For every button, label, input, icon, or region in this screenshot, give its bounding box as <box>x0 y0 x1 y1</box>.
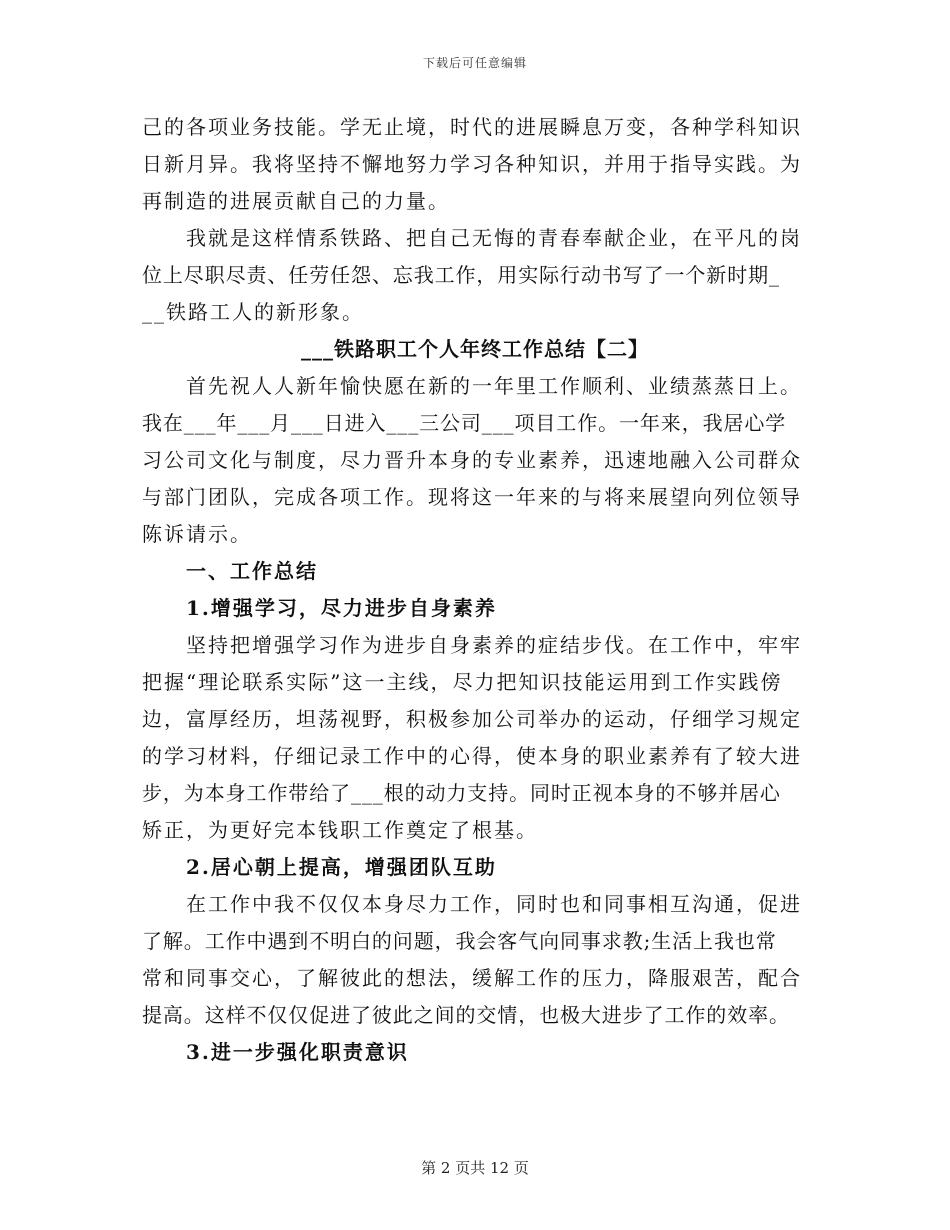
subheading-3: 3.进一步强化职责意识 <box>186 1040 409 1064</box>
paragraph-line: __铁路工人的新形象。 <box>142 300 364 324</box>
paragraph-line: 的学习材料，仔细记录工作中的心得，使本身的职业素养有了较大进 <box>142 744 802 768</box>
paragraph-line: 再制造的进展贡献自己的力量。 <box>142 189 450 213</box>
subheading-2: 2.居心朝上提高，增强团队互助 <box>186 855 497 879</box>
document-body <box>142 109 808 1071</box>
paragraph-line: 常和同事交心，了解彼此的想法，缓解工作的压力，降服艰苦，配合 <box>142 966 802 990</box>
paragraph-line: 了解。工作中遇到不明白的问题，我会客气向同事求教;生活上我也常 <box>142 929 777 953</box>
subheading-1: 1.增强学习，尽力进步自身素养 <box>186 596 497 620</box>
paragraph-line: 与部门团队，完成各项工作。现将这一年来的与将来展望向列位领导 <box>142 485 802 509</box>
paragraph-line: 习公司文化与制度，尽力晋升本身的专业素养，迅速地融入公司群众 <box>142 448 802 472</box>
paragraph-line: 我就是这样情系铁路、把自己无悔的青春奉献企业，在平凡的岗 <box>186 226 802 250</box>
paragraph-line: 首先祝人人新年愉快愿在新的一年里工作顺利、业绩蒸蒸日上。 <box>186 374 802 398</box>
paragraph-line: 步，为本身工作带给了___根的动力支持。同时正视本身的不够并居心 <box>142 781 781 805</box>
paragraph-line: 提高。这样不仅仅促进了彼此之间的交情，也极大进步了工作的效率。 <box>142 1003 790 1027</box>
paragraph-line: 日新月异。我将坚持不懈地努力学习各种知识，并用于指导实践。为 <box>142 152 802 176</box>
section-title: ___铁路职工个人年终工作总结【二】 <box>301 337 649 361</box>
paragraph-line: 坚持把增强学习作为进步自身素养的症结步伐。在工作中，牢牢 <box>186 633 802 657</box>
paragraph-line: 在工作中我不仅仅本身尽力工作，同时也和同事相互沟通，促进 <box>186 892 802 916</box>
paragraph-line: 边，富厚经历，坦荡视野，积极参加公司举办的运动，仔细学习规定 <box>142 707 802 731</box>
paragraph-line: 己的各项业务技能。学无止境，时代的进展瞬息万变，各种学科知识 <box>142 115 802 139</box>
paragraph-line: 我在___年___月___日进入___三公司___项目工作。一年来，我居心学 <box>142 411 787 435</box>
paragraph-line: 把握“理论联系实际”这一主线，尽力把知识技能运用到工作实践傍 <box>142 670 783 694</box>
paragraph-line: 位上尽职尽责、任劳任怨、忘我工作，用实际行动书写了一个新时期_ <box>142 263 780 287</box>
paragraph-line: 陈诉请示。 <box>142 522 252 546</box>
page-number: 第 2 页共 12 页 <box>421 1159 529 1177</box>
paragraph-line: 矫正，为更好完本钱职工作奠定了根基。 <box>142 818 538 842</box>
page-header-note: 下载后可任意编辑 <box>422 56 527 70</box>
heading-work-summary: 一、工作总结 <box>186 559 318 583</box>
